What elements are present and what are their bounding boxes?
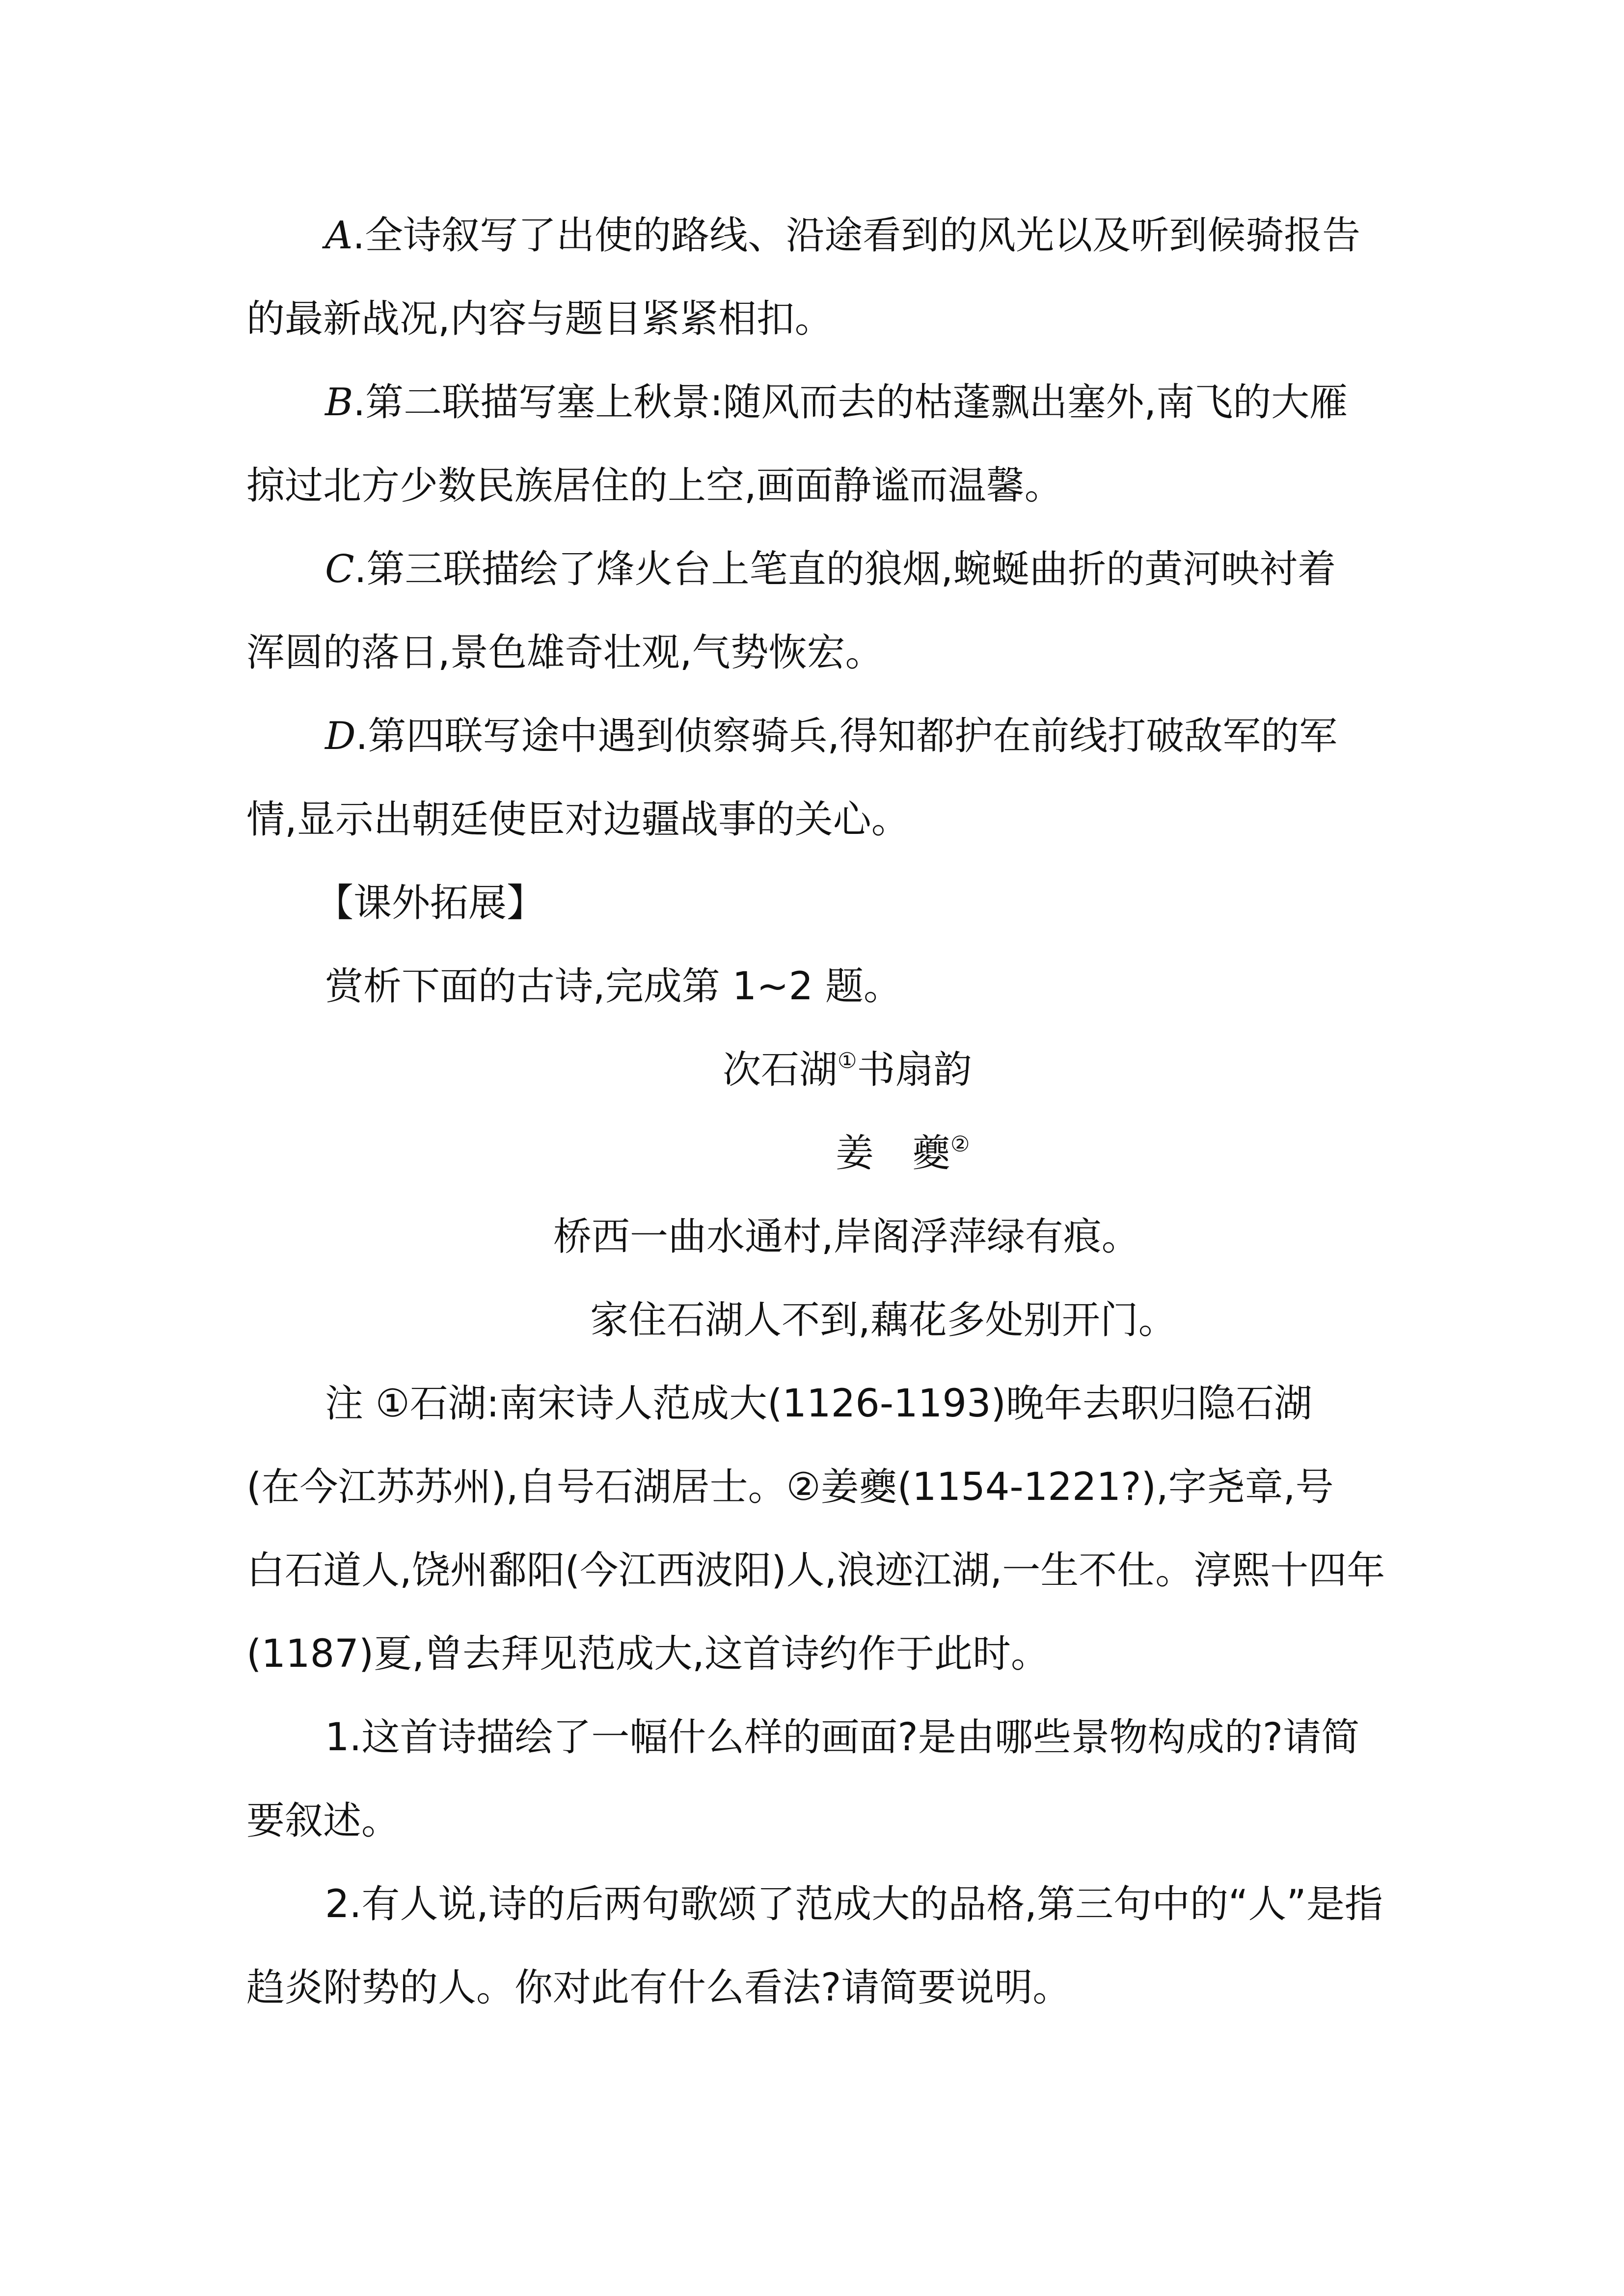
poem-title-rest: 书扇韵 — [857, 1048, 972, 1092]
option-a-line-1 — [325, 211, 1360, 260]
option-c-letter: C — [325, 547, 354, 591]
section-heading: 【课外拓展】 — [315, 881, 545, 925]
option-b-line-2: 掠过北方少数民族居住的上空,画面静谧而温馨。 — [246, 464, 1063, 508]
poem-line-1: 桥西一曲水通村,岸阁浮萍绿有痕。 — [553, 1215, 1140, 1259]
option-d-line-1 — [325, 712, 1337, 761]
question-2-line-1: 2.有人说,诗的后两句歌颂了范成大的品格,第三句中的“人”是指 — [325, 1882, 1383, 1926]
option-d-letter: D — [325, 714, 356, 758]
option-b-line-1 — [325, 378, 1348, 427]
poem-title — [723, 1045, 972, 1095]
option-a-text: .全诗叙写了出使的路线、沿途看到的风光以及听到候骑报告 — [352, 214, 1361, 258]
question-1-line-1: 1.这首诗描绘了一幅什么样的画面?是由哪些景物构成的?请简 — [325, 1715, 1360, 1760]
poem-author — [836, 1129, 970, 1178]
poem-title-text: 次石湖 — [723, 1048, 838, 1092]
notes-line-1: 注 ①石湖:南宋诗人范成大(1126-1193)晚年去职归隐石湖 — [325, 1382, 1313, 1426]
notes-line-4: (1187)夏,曾去拜见范成大,这首诗约作于此时。 — [246, 1632, 1049, 1676]
option-c-line-1 — [325, 545, 1336, 594]
option-d-text: .第四联写途中遇到侦察骑兵,得知都护在前线打破敌军的军 — [355, 714, 1338, 758]
notes-line-3: 白石道人,饶州鄱阳(今江西波阳)人,浪迹江湖,一生不仕。淳熙十四年 — [246, 1548, 1385, 1593]
instruction-text: 赏析下面的古诗,完成第 1~2 题。 — [325, 964, 902, 1009]
option-a-letter: A — [325, 214, 353, 258]
poem-author-note-mark: ② — [950, 1132, 970, 1157]
question-1-line-2: 要叙述。 — [246, 1799, 400, 1843]
poem-line-2: 家住石湖人不到,藕花多处别开门。 — [590, 1298, 1177, 1342]
option-c-text: .第三联描绘了烽火台上笔直的狼烟,蜿蜒曲折的黄河映衬着 — [354, 547, 1336, 591]
poem-title-note-mark: ① — [838, 1048, 857, 1073]
notes-line-2: (在今江苏苏州),自号石湖居士。②姜夔(1154-1221?),字尧章,号 — [246, 1465, 1334, 1509]
option-c-line-2: 浑圆的落日,景色雄奇壮观,气势恢宏。 — [246, 631, 884, 675]
poem-author-name: 姜 夔 — [836, 1131, 951, 1175]
option-b-letter: B — [325, 380, 353, 425]
option-d-line-2: 情,显示出朝廷使臣对边疆战事的关心。 — [246, 798, 910, 842]
option-b-text: .第二联描写塞上秋景:随风而去的枯蓬飘出塞外,南飞的大雁 — [353, 380, 1348, 425]
option-a-line-2: 的最新战况,内容与题目紧紧相扣。 — [246, 297, 833, 341]
question-2-line-2: 趋炎附势的人。你对此有什么看法?请简要说明。 — [246, 1966, 1071, 2010]
